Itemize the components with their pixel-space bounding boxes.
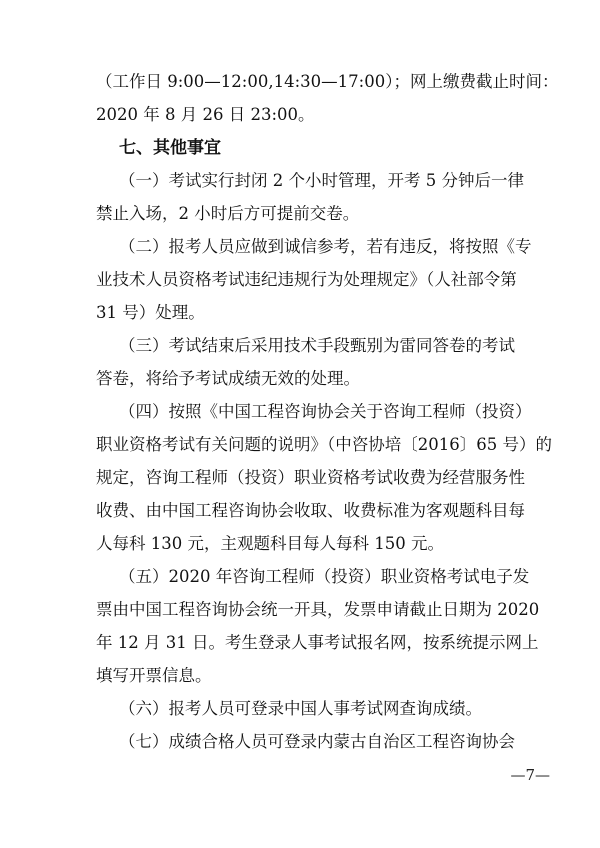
paragraph-2-line-2: 业技术人员资格考试违纪违规行为处理规定》（人社部令第 (96, 270, 517, 289)
paragraph-5-line-4: 填写开票信息。 (96, 666, 212, 685)
paragraph-4-line-5: 人每科 130 元，主观题科目每人每科 150 元。 (96, 534, 444, 553)
paragraph-3-line-2: 答卷，将给予考试成绩无效的处理。 (96, 369, 360, 388)
paragraph-4-line-2: 职业资格考试有关问题的说明》（中咨协培〔2016〕65 号）的 (96, 435, 552, 454)
paragraph-3-line-1: （三）考试结束后采用技术手段甄别为雷同答卷的考试 (119, 336, 515, 355)
paragraph-1-line-1: （一）考试实行封闭 2 个小时管理，开考 5 分钟后一律 (119, 171, 524, 190)
paragraph-2-line-3: 31 号）处理。 (96, 303, 205, 322)
paragraph-5-line-2: 票由中国工程咨询协会统一开具，发票申请截止日期为 2020 (96, 600, 540, 619)
paragraph-5-line-3: 年 12 月 31 日。考生登录人事考试报名网，按系统提示网上 (96, 633, 539, 652)
paragraph-4-line-1: （四）按照《中国工程咨询协会关于咨询工程师（投资） (119, 402, 532, 421)
paragraph-5-line-1: （五）2020 年咨询工程师（投资）职业资格考试电子发 (119, 567, 530, 586)
paragraph-7-line-1: （七）成绩合格人员可登录内蒙古自治区工程咨询协会 (119, 732, 515, 751)
paragraph-4-line-3: 规定，咨询工程师（投资）职业资格考试收费为经营服务性 (96, 468, 525, 487)
page-number: —7— (510, 766, 550, 784)
paragraph-1-line-2: 禁止入场，2 小时后方可提前交卷。 (96, 204, 360, 223)
section-heading: 七、其他事宜 (119, 138, 221, 158)
text-line: 2020 年 8 月 26 日 23:00。 (96, 105, 315, 124)
paragraph-2-line-1: （二）报考人员应做到诚信参考，若有违反，将按照《专 (119, 237, 532, 256)
text-line: （工作日 9:00—12:00,14:30—17:00）；网上缴费截止时间： (96, 72, 559, 91)
paragraph-4-line-4: 收费、由中国工程咨询协会收取、收费标准为客观题科目每 (96, 501, 525, 520)
paragraph-6-line-1: （六）报考人员可登录中国人事考试网查询成绩。 (119, 699, 482, 718)
